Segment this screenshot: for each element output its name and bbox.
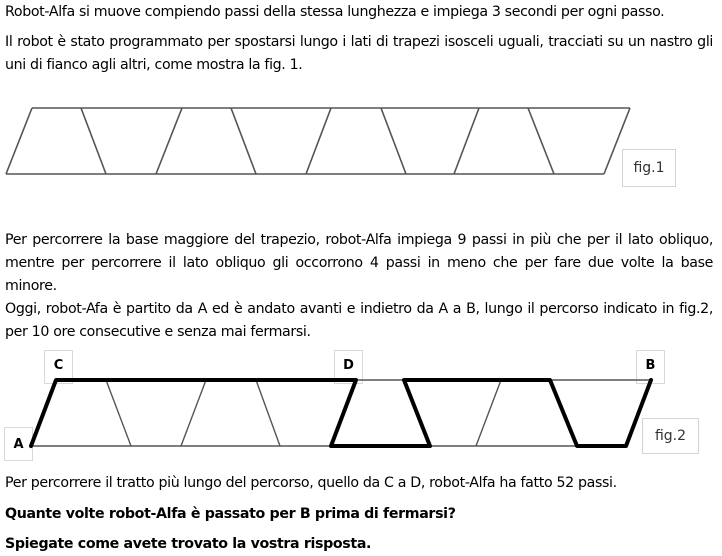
label-b: B (645, 358, 656, 373)
figure-2-caption: fig.2 (642, 418, 699, 454)
trapezoid-description-paragraph: Il robot è stato programmato per spostarsi lungo i lati di trapezi isosceli uguali, tracciati su un nastro gli uni di fianco agli altri, come mostra la fig. 1. (5, 34, 713, 73)
fig2-thin-side (256, 380, 280, 446)
label-a: A (13, 437, 24, 452)
path-description-paragraph: Oggi, robot-Afa è partito da A ed è andato avanti e indietro da A a B, lungo il percorso indicato in fig.2, per 10 ore consecutive e senza mai fermarsi. (5, 301, 713, 340)
intro-paragraph: Robot-Alfa si muove compiendo passi della stessa lunghezza e impiega 3 secondi per ogni passo. (5, 4, 665, 20)
fig2-thin-side (106, 380, 131, 446)
figure-1-caption: fig.1 (622, 149, 676, 187)
question-paragraph: Quante volte robot-Alfa è passato per B prima di fermarsi? (5, 506, 456, 522)
c-to-d-steps-paragraph: Per percorrere il tratto più lungo del percorso, quello da C a D, robot-Alfa ha fatto 52 passi. (5, 475, 617, 491)
steps-relation-paragraph: Per percorrere la base maggiore del trapezio, robot-Alfa impiega 9 passi in più che per il lato obliquo, mentre per percorrere il lato obliquo gli occorrono 4 passi in meno che per fare due volte la base minore. (5, 232, 713, 294)
fig2-thin-side (181, 380, 206, 446)
explanation-request-paragraph: Spiegate come avete trovato la vostra risposta. (5, 536, 372, 552)
label-c: C (53, 358, 64, 373)
fig2-thin-side (476, 380, 501, 446)
fig2-robot-path (31, 380, 651, 446)
label-d: D (343, 358, 354, 373)
